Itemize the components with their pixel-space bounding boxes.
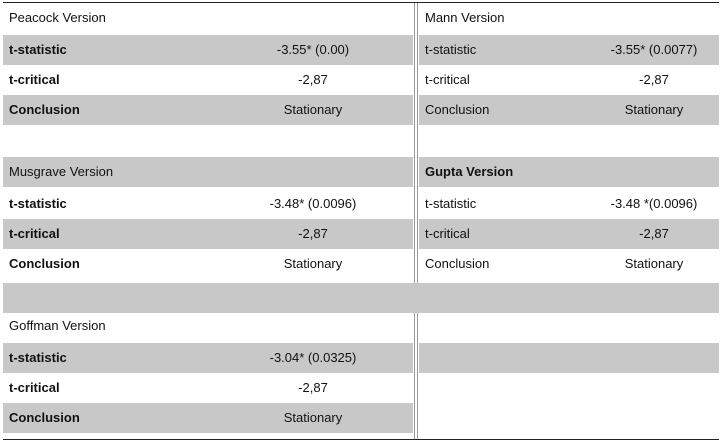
table-row bbox=[3, 35, 719, 65]
table-row bbox=[3, 343, 719, 373]
peacock-title: Peacock Version bbox=[9, 10, 106, 25]
results-table bbox=[3, 2, 719, 440]
mann-t-critical-label: t-critical bbox=[425, 72, 470, 87]
gupta-title: Gupta Version bbox=[425, 164, 514, 179]
goffman-t-statistic-value: -3.04* (0.0325) bbox=[269, 350, 357, 365]
musgrave-conclusion-value: Stationary bbox=[283, 256, 343, 271]
mann-t-statistic-value: -3.55* (0.0077) bbox=[610, 42, 698, 57]
table-row bbox=[3, 311, 719, 341]
peacock-conclusion-value: Stationary bbox=[283, 102, 343, 117]
gupta-conclusion-value: Stationary bbox=[624, 256, 684, 271]
musgrave-t-critical-label: t-critical bbox=[9, 226, 60, 241]
gupta-conclusion-label: Conclusion bbox=[425, 256, 490, 271]
peacock-t-critical-value: -2,87 bbox=[298, 72, 328, 87]
gupta-t-statistic-label: t-statistic bbox=[425, 196, 477, 211]
mann-t-critical-value: -2,87 bbox=[639, 72, 669, 87]
table-row bbox=[3, 3, 719, 33]
mann-conclusion-value: Stationary bbox=[624, 102, 684, 117]
spacer-row bbox=[3, 283, 719, 313]
musgrave-t-statistic-label: t-statistic bbox=[9, 196, 67, 211]
peacock-t-statistic-value: -3.55* (0.00) bbox=[276, 42, 350, 57]
musgrave-t-critical-value: -2,87 bbox=[298, 226, 328, 241]
gupta-t-critical-label: t-critical bbox=[425, 226, 470, 241]
mann-conclusion-label: Conclusion bbox=[425, 102, 490, 117]
musgrave-title: Musgrave Version bbox=[9, 164, 114, 179]
peacock-t-statistic-label: t-statistic bbox=[9, 42, 67, 57]
mann-t-statistic-label: t-statistic bbox=[425, 42, 477, 57]
goffman-t-statistic-label: t-statistic bbox=[9, 350, 67, 365]
table-row bbox=[3, 95, 719, 125]
peacock-conclusion-label: Conclusion bbox=[9, 102, 80, 117]
table-row bbox=[3, 189, 719, 219]
goffman-title: Goffman Version bbox=[9, 318, 106, 333]
table-row bbox=[3, 219, 719, 249]
goffman-conclusion-value: Stationary bbox=[283, 410, 343, 425]
table-row bbox=[3, 403, 719, 433]
mann-title: Mann Version bbox=[425, 10, 505, 25]
goffman-t-critical-label: t-critical bbox=[9, 380, 60, 395]
table-row bbox=[3, 373, 719, 403]
peacock-t-critical-label: t-critical bbox=[9, 72, 60, 87]
goffman-t-critical-value: -2,87 bbox=[298, 380, 328, 395]
table-row bbox=[3, 157, 719, 187]
table-row bbox=[3, 249, 719, 279]
table-row bbox=[3, 65, 719, 95]
musgrave-t-statistic-value: -3.48* (0.0096) bbox=[269, 196, 357, 211]
goffman-conclusion-label: Conclusion bbox=[9, 410, 80, 425]
gupta-t-statistic-value: -3.48 *(0.0096) bbox=[610, 196, 698, 211]
musgrave-conclusion-label: Conclusion bbox=[9, 256, 80, 271]
gupta-t-critical-value: -2,87 bbox=[639, 226, 669, 241]
